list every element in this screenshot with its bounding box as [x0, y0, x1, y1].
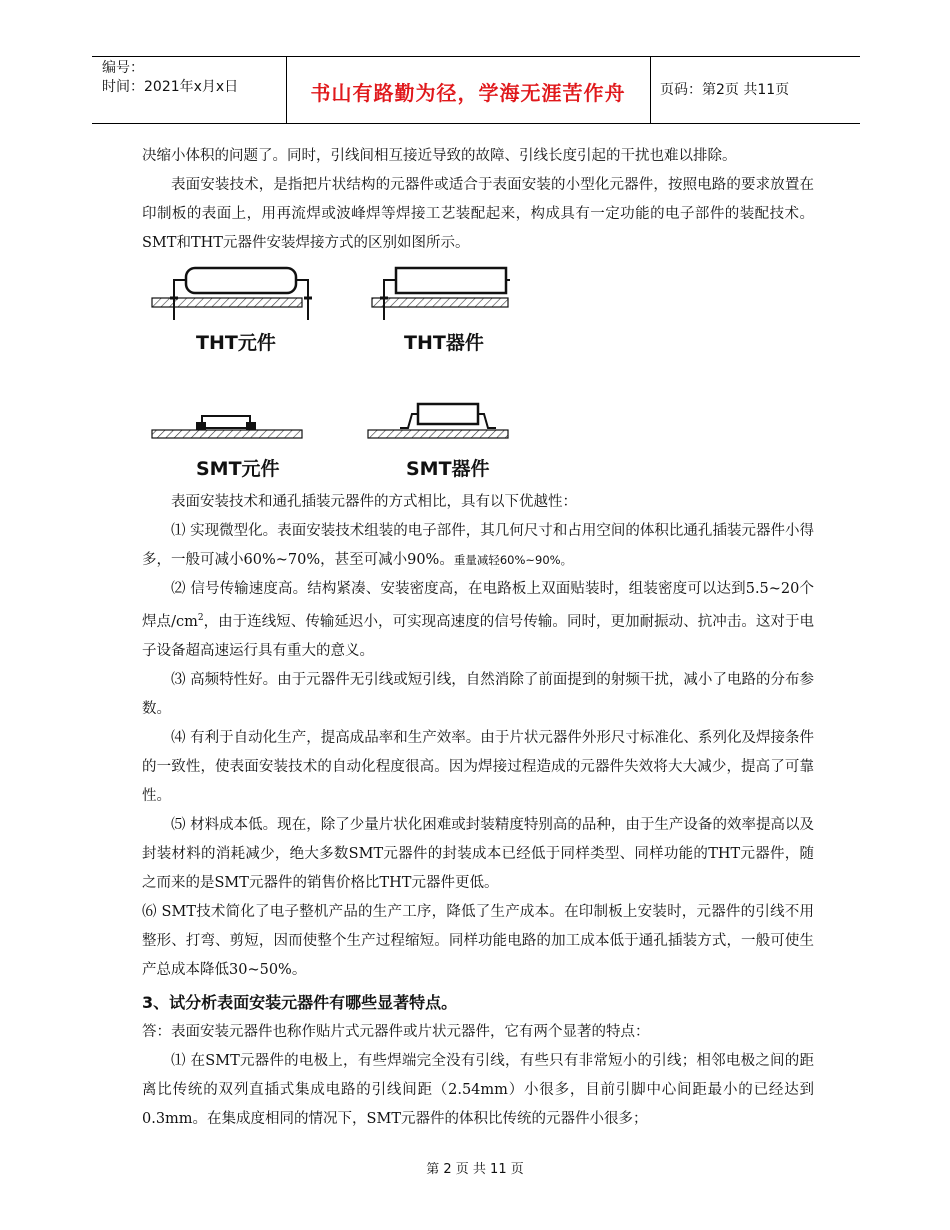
section-heading: 3、试分析表面安装元器件有哪些显著特点。	[142, 992, 458, 1012]
caption-smt-component: SMT元件	[196, 458, 280, 480]
header-page-info: 页码：第2页 共11页	[660, 82, 790, 98]
superscript: 2	[197, 613, 204, 623]
header-meta	[102, 59, 238, 97]
paragraph-text: ，由于连线短、传输延迟小，可实现高速度的信号传输。同时，更加耐振动、抗冲击。这对于电子设备超高速运行具有重大的意义。	[142, 613, 814, 659]
figure-spacer	[142, 258, 814, 488]
caption-tht-device: THT器件	[404, 332, 484, 354]
paragraph: ⑸ 材料成本低。现在，除了少量片状化困难或封装精度特别高的品种，由于生产设备的效率提高以及封装材料的消耗减少，绝大多数SMT元器件的封装成本已经低于同样类型、同样功能的THT元器件，随之而来的是SMT元器件的销售价格比THT元器件更低。	[142, 816, 814, 891]
caption-smt-device: SMT器件	[406, 458, 490, 480]
page-header	[92, 56, 860, 124]
paragraph: 表面安装技术，是指把片状结构的元器件或适合于表面安装的小型化元器件，按照电路的要求放置在印制板的表面上，用再流焊或波峰焊等焊接工艺装配起来，构成具有一定功能的电子部件的装配技术。SMT和THT元器件安装焊接方式的区别如图所示。	[142, 177, 814, 251]
paragraph: ⑶ 高频特性好。由于元器件无引线或短引线，自然消除了前面提到的射频干扰，减小了电路的分布参数。	[142, 671, 814, 717]
paragraph: ⑷ 有利于自动化生产，提高成品率和生产效率。由于片状元器件外形尺寸标准化、系列化及焊接条件的一致性，使表面安装技术的自动化程度很高。因为焊接过程造成的元器件失效将大大减少，提高了可靠性。	[142, 729, 814, 804]
paragraph-text: ⑴ 实现微型化。表面安装技术组装的电子部件，其几何尺寸和占用空间的体积比通孔插装元器件小得多，一般可减小60%~70%，甚至可减小90%。	[142, 523, 814, 568]
paragraph	[142, 517, 814, 575]
small-note: 重量减轻60%~90%。	[453, 553, 573, 567]
paragraph: 答：表面安装元器件也称作贴片式元器件或片状元器件，它有两个显著的特点：	[142, 1023, 650, 1040]
header-motto: 书山有路勤为径，学海无涯苦作舟	[310, 81, 626, 105]
header-divider	[650, 57, 651, 123]
paragraph: 决缩小体积的问题了。同时，引线间相互接近导致的故障、引线长度引起的干扰也难以排除。	[142, 148, 737, 164]
document-body	[142, 142, 814, 1134]
paragraph: ⑹ SMT技术简化了电子整机产品的生产工序，降低了生产成本。在印制板上安装时，元器件的引线不用整形、打弯、剪短，因而使整个生产过程缩短。同样功能电路的加工成本低于通孔插装方式，一般可使生产总成本降低30~50%。	[142, 903, 814, 978]
caption-tht-component: THT元件	[196, 332, 276, 354]
page-footer: 第 2 页 共 11 页	[426, 1162, 524, 1177]
number-label: 编号：	[102, 60, 144, 76]
paragraph: ⑴ 在SMT元器件的电极上，有些焊端完全没有引线，有些只有非常短小的引线；相邻电极之间的距离比传统的双列直插式集成电路的引线间距（2.54mm）小很多，目前引脚中心间距最小的已经达到0.3mm。在集成度相同的情况下，SMT元器件的体积比传统的元器件小很多；	[142, 1052, 814, 1127]
time-label: 时间：2021年x月x日	[102, 79, 239, 95]
paragraph: 表面安装技术和通孔插装元器件的方式相比，具有以下优越性：	[171, 494, 577, 510]
paragraph-text: ⑵ 信号传输速度高。结构紧凑、安装密度高，在电路板上双面贴装时，组装密度可以达到5.5~20个焊点/cm	[142, 581, 814, 630]
paragraph	[142, 575, 814, 666]
